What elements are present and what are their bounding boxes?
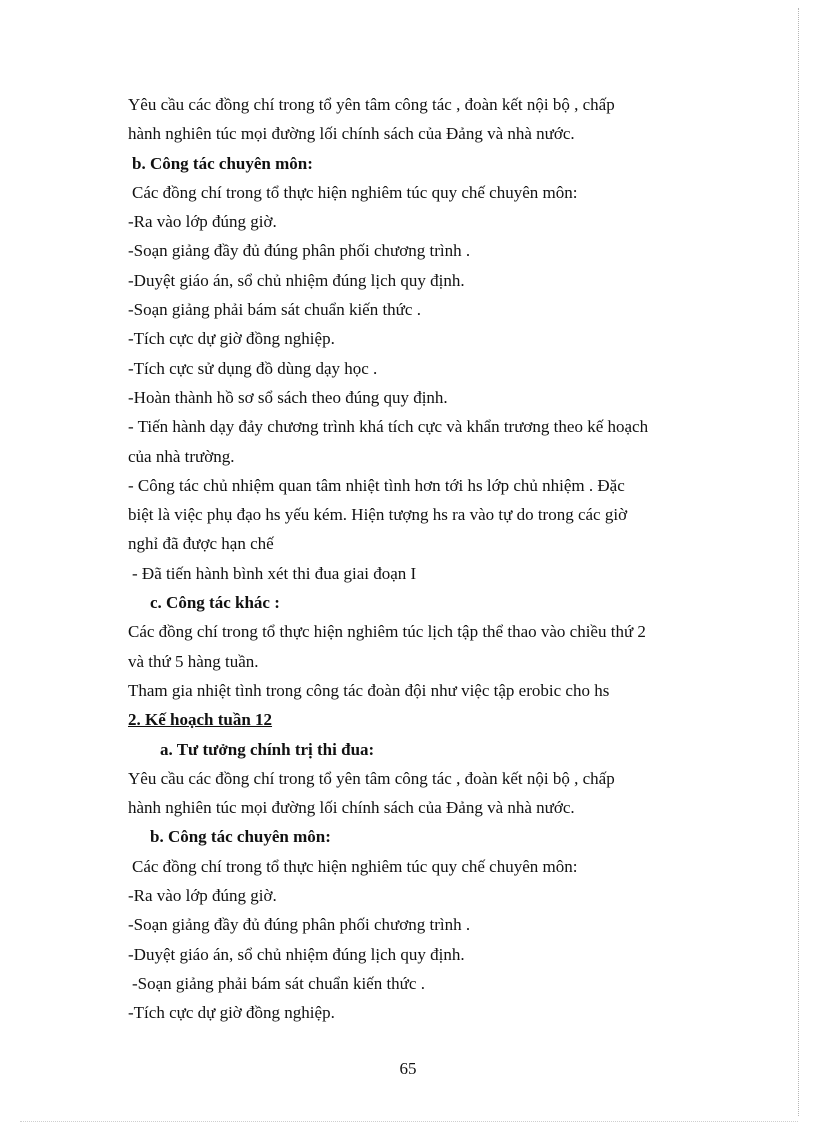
section-title: 2. Kế hoạch tuần 12	[128, 710, 273, 730]
list-item: -Tích cực dự giờ đồng nghiệp.	[128, 329, 335, 349]
section-heading: a. Tư tưởng chính trị thi đua:	[160, 739, 375, 759]
page-border-right	[798, 8, 799, 1116]
document-body	[128, 90, 728, 1028]
paragraph-line: hành nghiên túc mọi đường lối chính sách của Đảng và nhà nước.	[128, 124, 575, 144]
page-number: 65	[399, 1059, 417, 1078]
list-item: -Soạn giảng đầy đủ đúng phân phối chương trình .	[128, 241, 471, 261]
list-item: -Duyệt giáo án, sổ chủ nhiệm đúng lịch quy định.	[128, 270, 465, 290]
list-item: - Tiến hành dạy đảy chương trình khá tích cực và khẩn trương theo kế hoạch	[128, 417, 649, 437]
section-heading: b. Công tác chuyên môn:	[150, 827, 331, 847]
list-item: -Soạn giảng phải bám sát chuẩn kiến thức .	[128, 300, 421, 320]
list-item: -Soạn giảng đầy đủ đúng phân phối chương trình .	[128, 915, 471, 935]
paragraph-line: Yêu cầu các đồng chí trong tổ yên tâm công tác , đoàn kết nội bộ , chấp	[128, 95, 615, 114]
paragraph-line: Yêu cầu các đồng chí trong tổ yên tâm công tác , đoàn kết nội bộ , chấp	[128, 768, 615, 788]
paragraph-line: và thứ 5 hàng tuần.	[128, 651, 259, 671]
paragraph-line: hành nghiên túc mọi đường lối chính sách của Đảng và nhà nước.	[128, 798, 575, 818]
section-heading: b. Công tác chuyên môn:	[132, 153, 313, 173]
paragraph-line: Các đồng chí trong tổ thực hiện nghiêm túc lịch tập thể thao vào chiều thứ 2	[128, 622, 646, 642]
paragraph-line: biệt là việc phụ đạo hs yếu kém. Hiện tượng hs ra vào tự do trong các giờ	[128, 505, 628, 525]
list-item: -Tích cực sử dụng đồ dùng dạy học .	[128, 358, 378, 378]
list-item: -Soạn giảng phải bám sát chuẩn kiến thức .	[132, 973, 425, 993]
list-item: - Đã tiến hành bình xét thi đua giai đoạn I	[132, 563, 417, 583]
paragraph-line: Các đồng chí trong tổ thực hiện nghiêm túc quy chế chuyên môn:	[132, 856, 578, 876]
page-border-bottom	[20, 1121, 798, 1122]
list-item: -Ra vào lớp đúng giờ.	[128, 886, 277, 906]
list-item: -Ra vào lớp đúng giờ.	[128, 212, 277, 232]
paragraph-line: Các đồng chí trong tổ thực hiện nghiêm túc quy chế chuyên môn:	[132, 182, 578, 202]
list-item: -Hoàn thành hồ sơ sổ sách theo đúng quy định.	[128, 387, 448, 407]
list-item: - Công tác chủ nhiệm quan tâm nhiệt tình hơn tới hs lớp chủ nhiệm . Đặc	[128, 475, 625, 495]
list-item: -Tích cực dự giờ đồng nghiệp.	[128, 1003, 335, 1023]
section-heading: c. Công tác khác :	[150, 593, 280, 613]
paragraph-line: nghỉ đã được hạn chế	[128, 534, 274, 554]
paragraph-line: của nhà trường.	[128, 446, 235, 466]
paragraph-line: Tham gia nhiệt tình trong công tác đoàn đội như việc tập erobic cho hs	[128, 680, 610, 700]
list-item: -Duyệt giáo án, sổ chủ nhiệm đúng lịch quy định.	[128, 944, 465, 964]
